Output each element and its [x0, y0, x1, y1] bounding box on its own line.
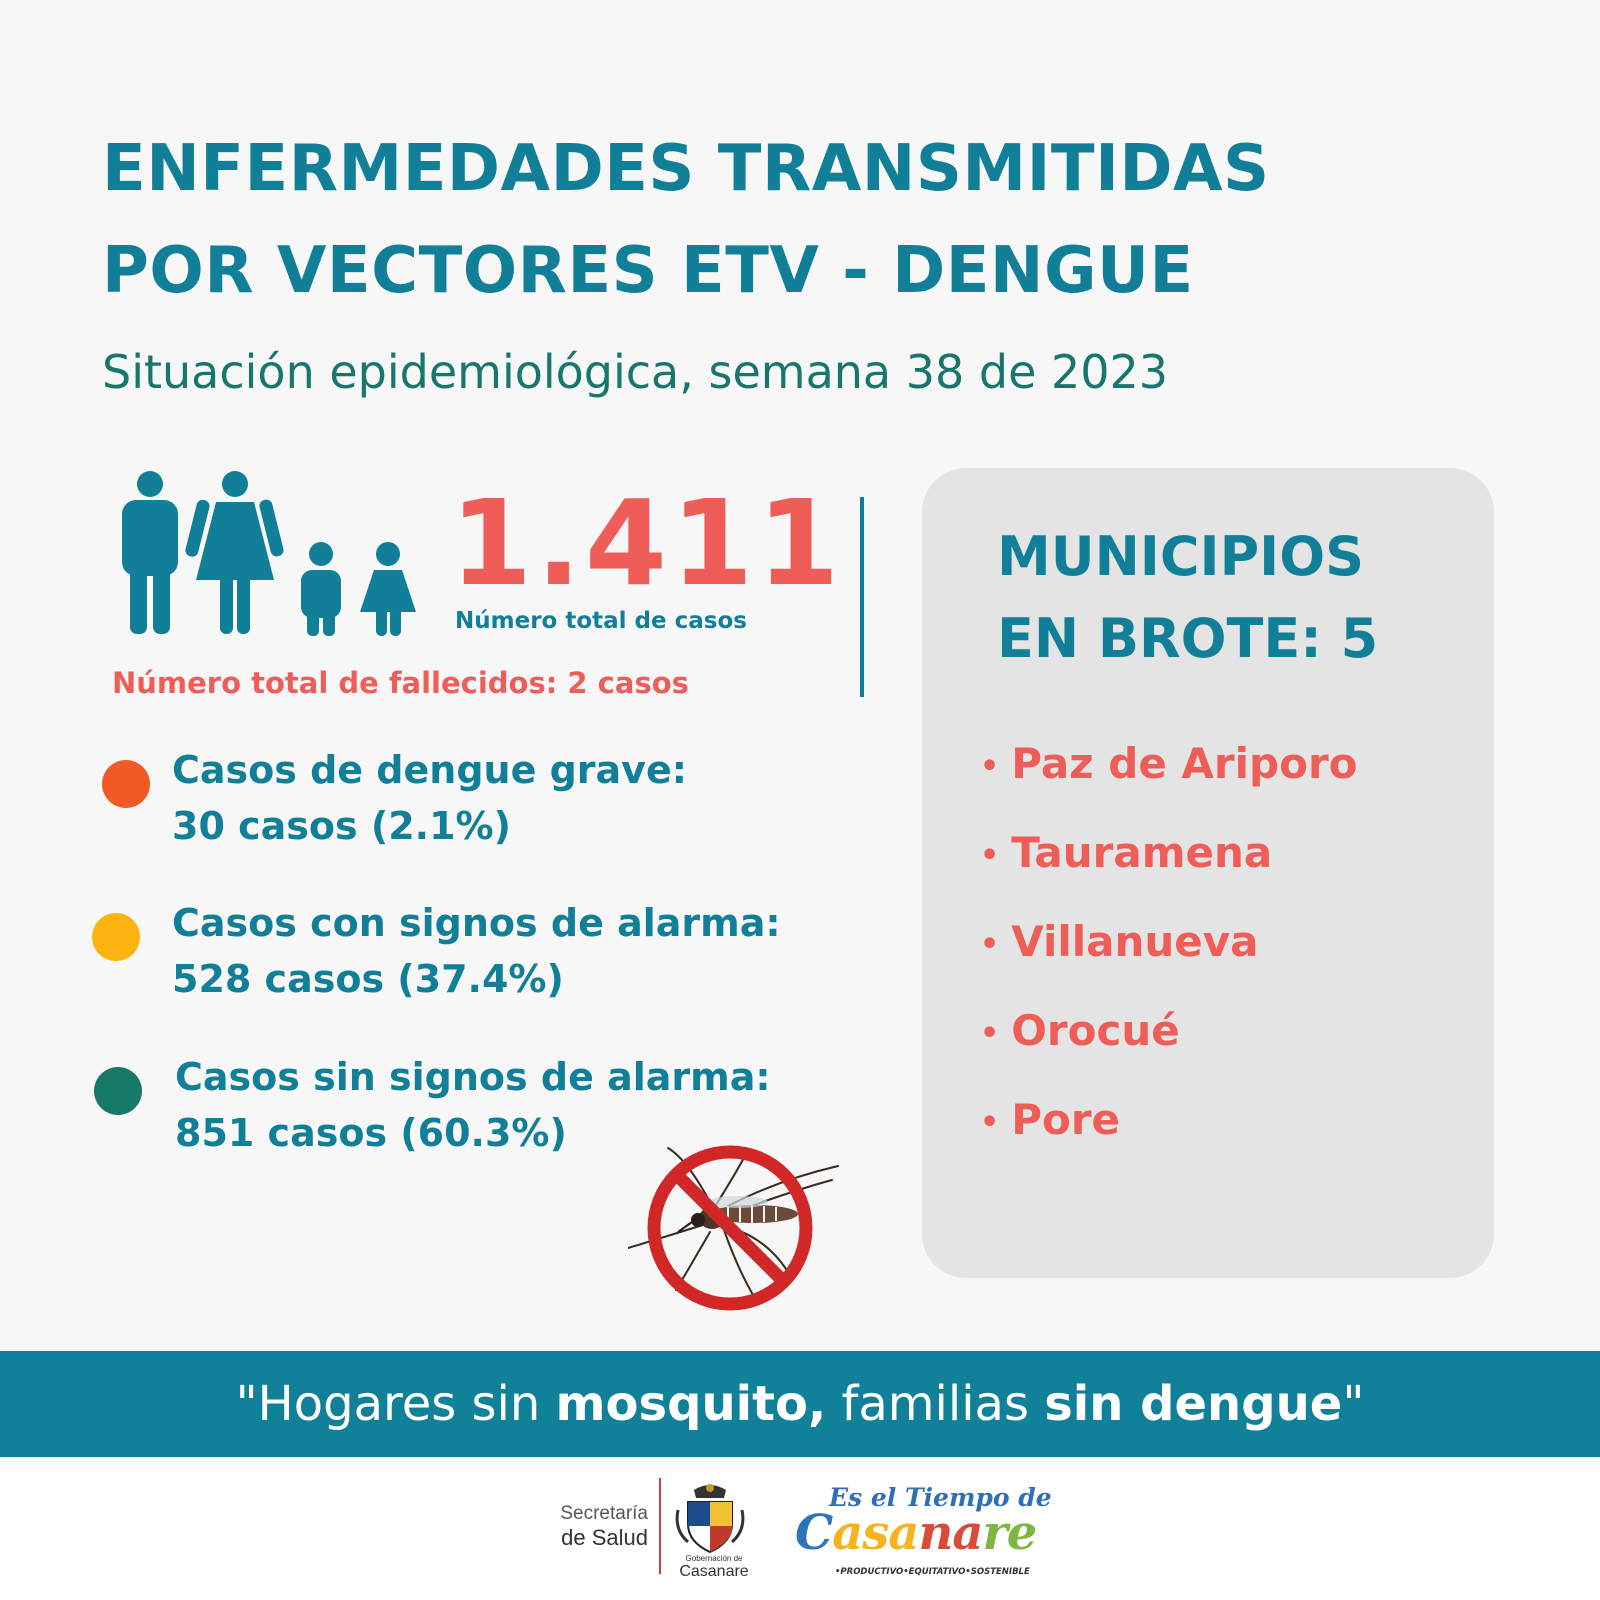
list-item	[980, 738, 1480, 827]
stat-text	[172, 742, 932, 854]
subtitle: Situación epidemiológica, semana 38 de 2023	[102, 345, 1169, 399]
brand-top-text: Es el Tiempo de	[829, 1483, 1052, 1512]
total-cases-value: 1.411	[450, 474, 844, 612]
municipio-name: Villanueva	[1011, 917, 1259, 966]
municipio-name: Orocué	[1011, 1006, 1180, 1055]
coat-of-arms-icon	[674, 1480, 746, 1558]
slogan-part: "Hogares sin	[235, 1376, 556, 1432]
municipios-title-line-1: MUNICIPIOS	[997, 525, 1365, 588]
bullet: •	[980, 748, 1000, 784]
municipios-panel	[922, 468, 1494, 1278]
total-cases-label: Número total de casos	[455, 608, 747, 634]
total-deaths-label: Número total de fallecidos: 2 casos	[112, 666, 689, 700]
municipios-title-line-2: EN BROTE: 5	[997, 607, 1379, 670]
list-item	[980, 827, 1480, 916]
severe-status-dot	[102, 760, 150, 808]
list-item	[980, 1005, 1480, 1094]
slogan-emphasis: sin dengue	[1044, 1376, 1343, 1432]
title-line-1: ENFERMEDADES TRANSMITIDAS	[102, 132, 1270, 206]
secretaria-line-1: Secretaría	[560, 1503, 648, 1524]
stat-value: 851 casos (60.3%)	[175, 1111, 567, 1155]
no-warning-status-dot	[94, 1067, 142, 1115]
stat-value: 528 casos (37.4%)	[172, 957, 564, 1001]
es-el-tiempo-de-casanare-logo	[795, 1483, 1075, 1583]
slogan-part: "	[1342, 1376, 1365, 1432]
list-item	[980, 1094, 1480, 1183]
slogan-banner	[0, 1351, 1600, 1457]
bullet: •	[980, 837, 1000, 873]
secretaria-salud-logo	[520, 1503, 648, 1551]
title-line-2: POR VECTORES ETV - DENGUE	[102, 234, 1194, 308]
municipio-name: Paz de Ariporo	[1011, 739, 1358, 788]
gobernacion-logo-text	[664, 1554, 764, 1580]
secretaria-line-2: de Salud	[561, 1525, 648, 1550]
bullet: •	[980, 1015, 1000, 1051]
brand-tagline: •PRODUCTIVO•EQUITATIVO•SOSTENIBLE	[835, 1567, 1030, 1577]
stat-warning-signs	[92, 895, 922, 1015]
no-mosquito-icon	[628, 1140, 860, 1318]
brand-letters: re	[982, 1505, 1037, 1561]
vertical-divider	[860, 497, 864, 697]
stat-value: 30 casos (2.1%)	[172, 804, 511, 848]
brand-letter: C	[795, 1505, 833, 1561]
gobernacion-line-1: Gobernación de	[685, 1554, 743, 1563]
stat-severe-dengue	[92, 742, 922, 862]
stat-text	[172, 895, 932, 1007]
bullet: •	[980, 926, 1000, 962]
footer-divider	[659, 1478, 661, 1574]
brand-letters: na	[918, 1505, 983, 1561]
municipios-title	[997, 516, 1477, 680]
municipio-name: Pore	[1011, 1095, 1121, 1144]
stat-label: Casos sin signos de alarma:	[175, 1055, 771, 1099]
family-icon	[108, 470, 428, 650]
warning-status-dot	[92, 913, 140, 961]
brand-main-text	[795, 1503, 1036, 1563]
bullet: •	[980, 1104, 1000, 1140]
municipios-list	[980, 738, 1480, 1183]
stat-label: Casos de dengue grave:	[172, 748, 687, 792]
page-title	[102, 118, 1522, 322]
gobernacion-line-2: Casanare	[679, 1563, 749, 1580]
brand-letters: asa	[832, 1505, 919, 1561]
slogan-part: familias	[826, 1376, 1045, 1432]
stat-label: Casos con signos de alarma:	[172, 901, 781, 945]
list-item	[980, 916, 1480, 1005]
municipio-name: Tauramena	[1011, 828, 1273, 877]
slogan-emphasis: mosquito,	[555, 1376, 827, 1432]
